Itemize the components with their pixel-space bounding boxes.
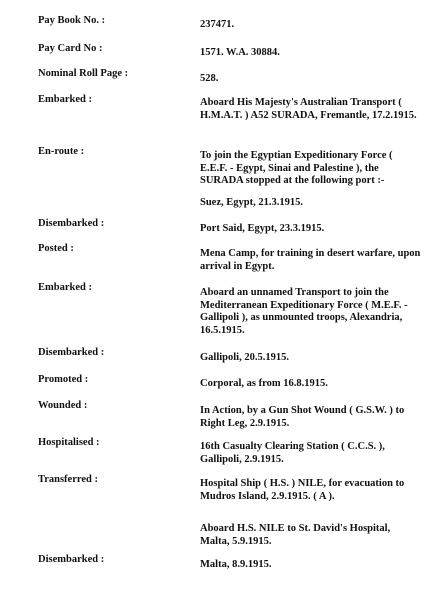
- label-nominal-roll-page: Nominal Roll Page :: [38, 68, 129, 79]
- value-pay-card-no: 1571. W.A. 30884.: [200, 47, 280, 58]
- value-en-route: To join the Egyptian Expeditionary Force ( E.E.F. - Egypt, Sinai and Palestine ), the SURADA stopped at the following port :-: [200, 150, 393, 186]
- label-embarked-2: Embarked :: [38, 282, 92, 293]
- label-wounded: Wounded :: [38, 400, 88, 411]
- label-disembarked-1: Disembarked :: [38, 218, 105, 229]
- value-embarked-1: Aboard His Majesty's Australian Transport ( H.M.A.T. ) A52 SURADA, Fremantle, 17.2.1915.: [200, 97, 417, 121]
- label-embarked-1: Embarked :: [38, 94, 92, 105]
- value-transferred-malta: Aboard H.S. NILE to St. David's Hospital, Malta, 5.9.1915.: [200, 523, 391, 547]
- value-pay-book-no: 237471.: [200, 19, 235, 30]
- label-en-route: En-route :: [38, 146, 85, 157]
- label-posted: Posted :: [38, 243, 74, 254]
- value-posted: Mena Camp, for training in desert warfare, upon arrival in Egypt.: [200, 248, 421, 272]
- label-pay-book-no: Pay Book No. :: [38, 15, 106, 26]
- value-transferred: Hospital Ship ( H.S. ) NILE, for evacuation to Mudros Island, 2.9.1915. ( A ).: [200, 478, 405, 502]
- value-disembarked-2: Gallipoli, 20.5.1915.: [200, 352, 289, 363]
- value-promoted: Corporal, as from 16.8.1915.: [200, 378, 328, 389]
- value-disembarked-1: Port Said, Egypt, 23.3.1915.: [200, 223, 325, 234]
- value-wounded: In Action, by a Gun Shot Wound ( G.S.W. ) to Right Leg, 2.9.1915.: [200, 405, 405, 429]
- value-nominal-roll-page: 528.: [200, 73, 219, 84]
- value-hospitalised: 16th Casualty Clearing Station ( C.C.S. ), Gallipoli, 2.9.1915.: [200, 441, 385, 465]
- value-disembarked-3: Malta, 8.9.1915.: [200, 559, 272, 570]
- label-hospitalised: Hospitalised :: [38, 437, 100, 448]
- label-promoted: Promoted :: [38, 374, 89, 385]
- value-embarked-2: Aboard an unnamed Transport to join the Mediterranean Expeditionary Force ( M.E.F. - Gallipoli ), as unmounted troops, Alexandria, 16.5.1915.: [200, 287, 408, 336]
- label-transferred: Transferred :: [38, 474, 98, 485]
- label-disembarked-2: Disembarked :: [38, 347, 105, 358]
- label-pay-card-no: Pay Card No :: [38, 43, 103, 54]
- value-en-route-port: Suez, Egypt, 21.3.1915.: [200, 197, 303, 208]
- label-disembarked-3: Disembarked :: [38, 554, 105, 565]
